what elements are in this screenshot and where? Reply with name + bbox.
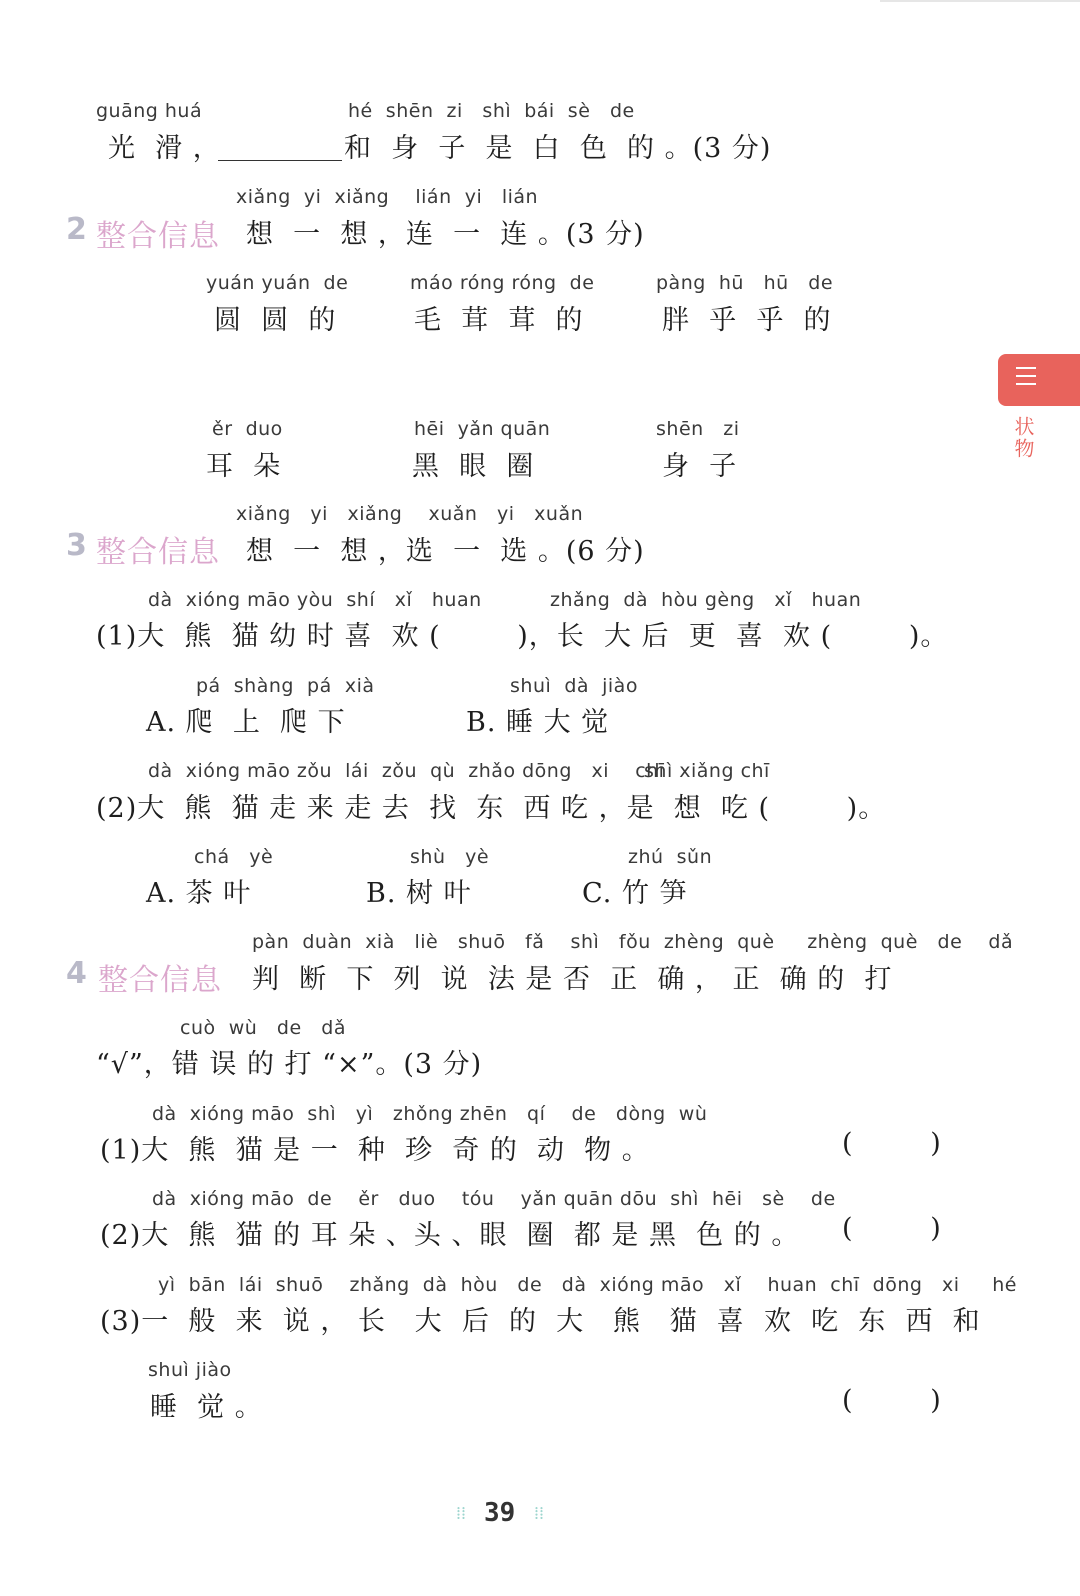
side-label: 状物 [1011, 416, 1035, 460]
option-a[interactable]: A. 爬 上 爬 下 [146, 707, 346, 738]
pinyin: shù yè [410, 846, 490, 868]
option-a[interactable]: A. 茶 叶 [146, 878, 252, 909]
judge-statement: (1)大 熊 猫 是 一 种 珍 奇 的 动 物 。 [100, 1135, 650, 1166]
pinyin: pá shàng pá xià [196, 675, 375, 697]
page-number: 39 [484, 1498, 516, 1528]
pinyin: yuán yuán de [206, 272, 349, 294]
pinyin: hé shēn zi shì bái sè de [348, 100, 635, 122]
question-number: 3 [66, 528, 87, 563]
pinyin: shuì jiào [148, 1359, 232, 1381]
pinyin: yì bān lái shuō zhǎng dà hòu de dà xióng māo xǐ huan chī dōng xi hé [158, 1274, 1017, 1296]
pinyin: xiǎng yi xiǎng xuǎn yi xuǎn [236, 503, 584, 525]
text: 和 身 子 是 白 色 的 。(3 分) [344, 133, 772, 164]
option-b[interactable]: B. 树 叶 [366, 878, 472, 909]
question-tag: 整合信息 [96, 535, 220, 570]
menu-icon[interactable] [1016, 367, 1036, 389]
pinyin: zhǎng dà hòu gèng xǐ huan [550, 589, 862, 611]
answer-paren[interactable]: ( ) [842, 1385, 942, 1416]
match-item-top[interactable]: 毛 茸 茸 的 [414, 305, 584, 336]
option-b[interactable]: B. 睡 大 觉 [466, 707, 610, 738]
instruction: 想 一 想 ，选 一 选 。(6 分) [246, 536, 645, 567]
question-tag: 整合信息 [96, 219, 220, 254]
question-number: 2 [66, 212, 87, 247]
match-item-top[interactable]: 圆 圆 的 [214, 305, 337, 336]
match-item-bottom[interactable]: 黑 眼 圈 [412, 451, 535, 482]
answer-paren[interactable]: ( ) [842, 1128, 942, 1159]
page-decoration-left: ⁞⁞ [456, 1503, 467, 1524]
pinyin: chá yè [194, 846, 274, 868]
question-number: 4 [66, 956, 87, 991]
text: 光 滑 ， [108, 133, 221, 164]
judge-statement: 睡 觉 。 [150, 1392, 263, 1423]
page-top-edge [880, 0, 1080, 2]
pinyin: guāng huá [96, 100, 203, 122]
pinyin: zhú sǔn [628, 846, 713, 868]
pinyin: máo róng róng de [410, 272, 595, 294]
pinyin: hēi yǎn quān [414, 418, 551, 440]
pinyin: xiǎng yi xiǎng lián yi lián [236, 186, 539, 208]
side-tab[interactable] [998, 354, 1080, 406]
fill-blank[interactable] [218, 160, 342, 161]
question-tag: 整合信息 [98, 963, 222, 998]
pinyin: dà xióng māo shì yì zhǒng zhēn qí de dòng wù [152, 1103, 708, 1125]
question-stem: (2)大 熊 猫 走 来 走 去 找 东 西 吃 ，是 想 吃 ( )。 [96, 793, 887, 824]
pinyin: dà xióng māo de ěr duo tóu yǎn quān dōu shì hēi sè de [152, 1188, 836, 1210]
pinyin: cuò wù de dǎ [180, 1017, 346, 1039]
match-item-top[interactable]: 胖 乎 乎 的 [662, 305, 832, 336]
pinyin: dà xióng māo yòu shí xǐ huan [148, 589, 482, 611]
instruction: 判 断 下 列 说 法 是 否 正 确 ， 正 确 的 打 [252, 964, 893, 995]
pinyin: shēn zi [656, 418, 740, 440]
page-decoration-right: ⁞⁞ [534, 1503, 545, 1524]
pinyin: ěr duo [212, 418, 283, 440]
instruction: “√”，错 误 的 打 “×”。(3 分) [96, 1049, 483, 1080]
pinyin: dà xióng māo zǒu lái zǒu qù zhǎo dōng xi chī [148, 760, 665, 782]
pinyin: shuì dà jiào [510, 675, 638, 697]
match-item-bottom[interactable]: 身 子 [662, 451, 738, 482]
instruction: 想 一 想 ，连 一 连 。(3 分) [246, 219, 645, 250]
question-stem: (1)大 熊 猫 幼 时 喜 欢 ( )，长 大 后 更 喜 欢 ( )。 [96, 621, 949, 652]
option-c[interactable]: C. 竹 笋 [582, 878, 688, 909]
pinyin: pàn duàn xià liè shuō fǎ shì fǒu zhèng què zhèng què de dǎ [252, 931, 1014, 953]
judge-statement: (3)一 般 来 说 ， 长 大 后 的 大 熊 猫 喜 欢 吃 东 西 和 [100, 1306, 981, 1337]
pinyin: shì xiǎng chī [644, 760, 770, 782]
judge-statement: (2)大 熊 猫 的 耳 朵 、头 、眼 圈 都 是 黑 色 的 。 [100, 1220, 800, 1251]
answer-paren[interactable]: ( ) [842, 1213, 942, 1244]
match-item-bottom[interactable]: 耳 朵 [206, 451, 282, 482]
pinyin: pàng hū hū de [656, 272, 834, 294]
